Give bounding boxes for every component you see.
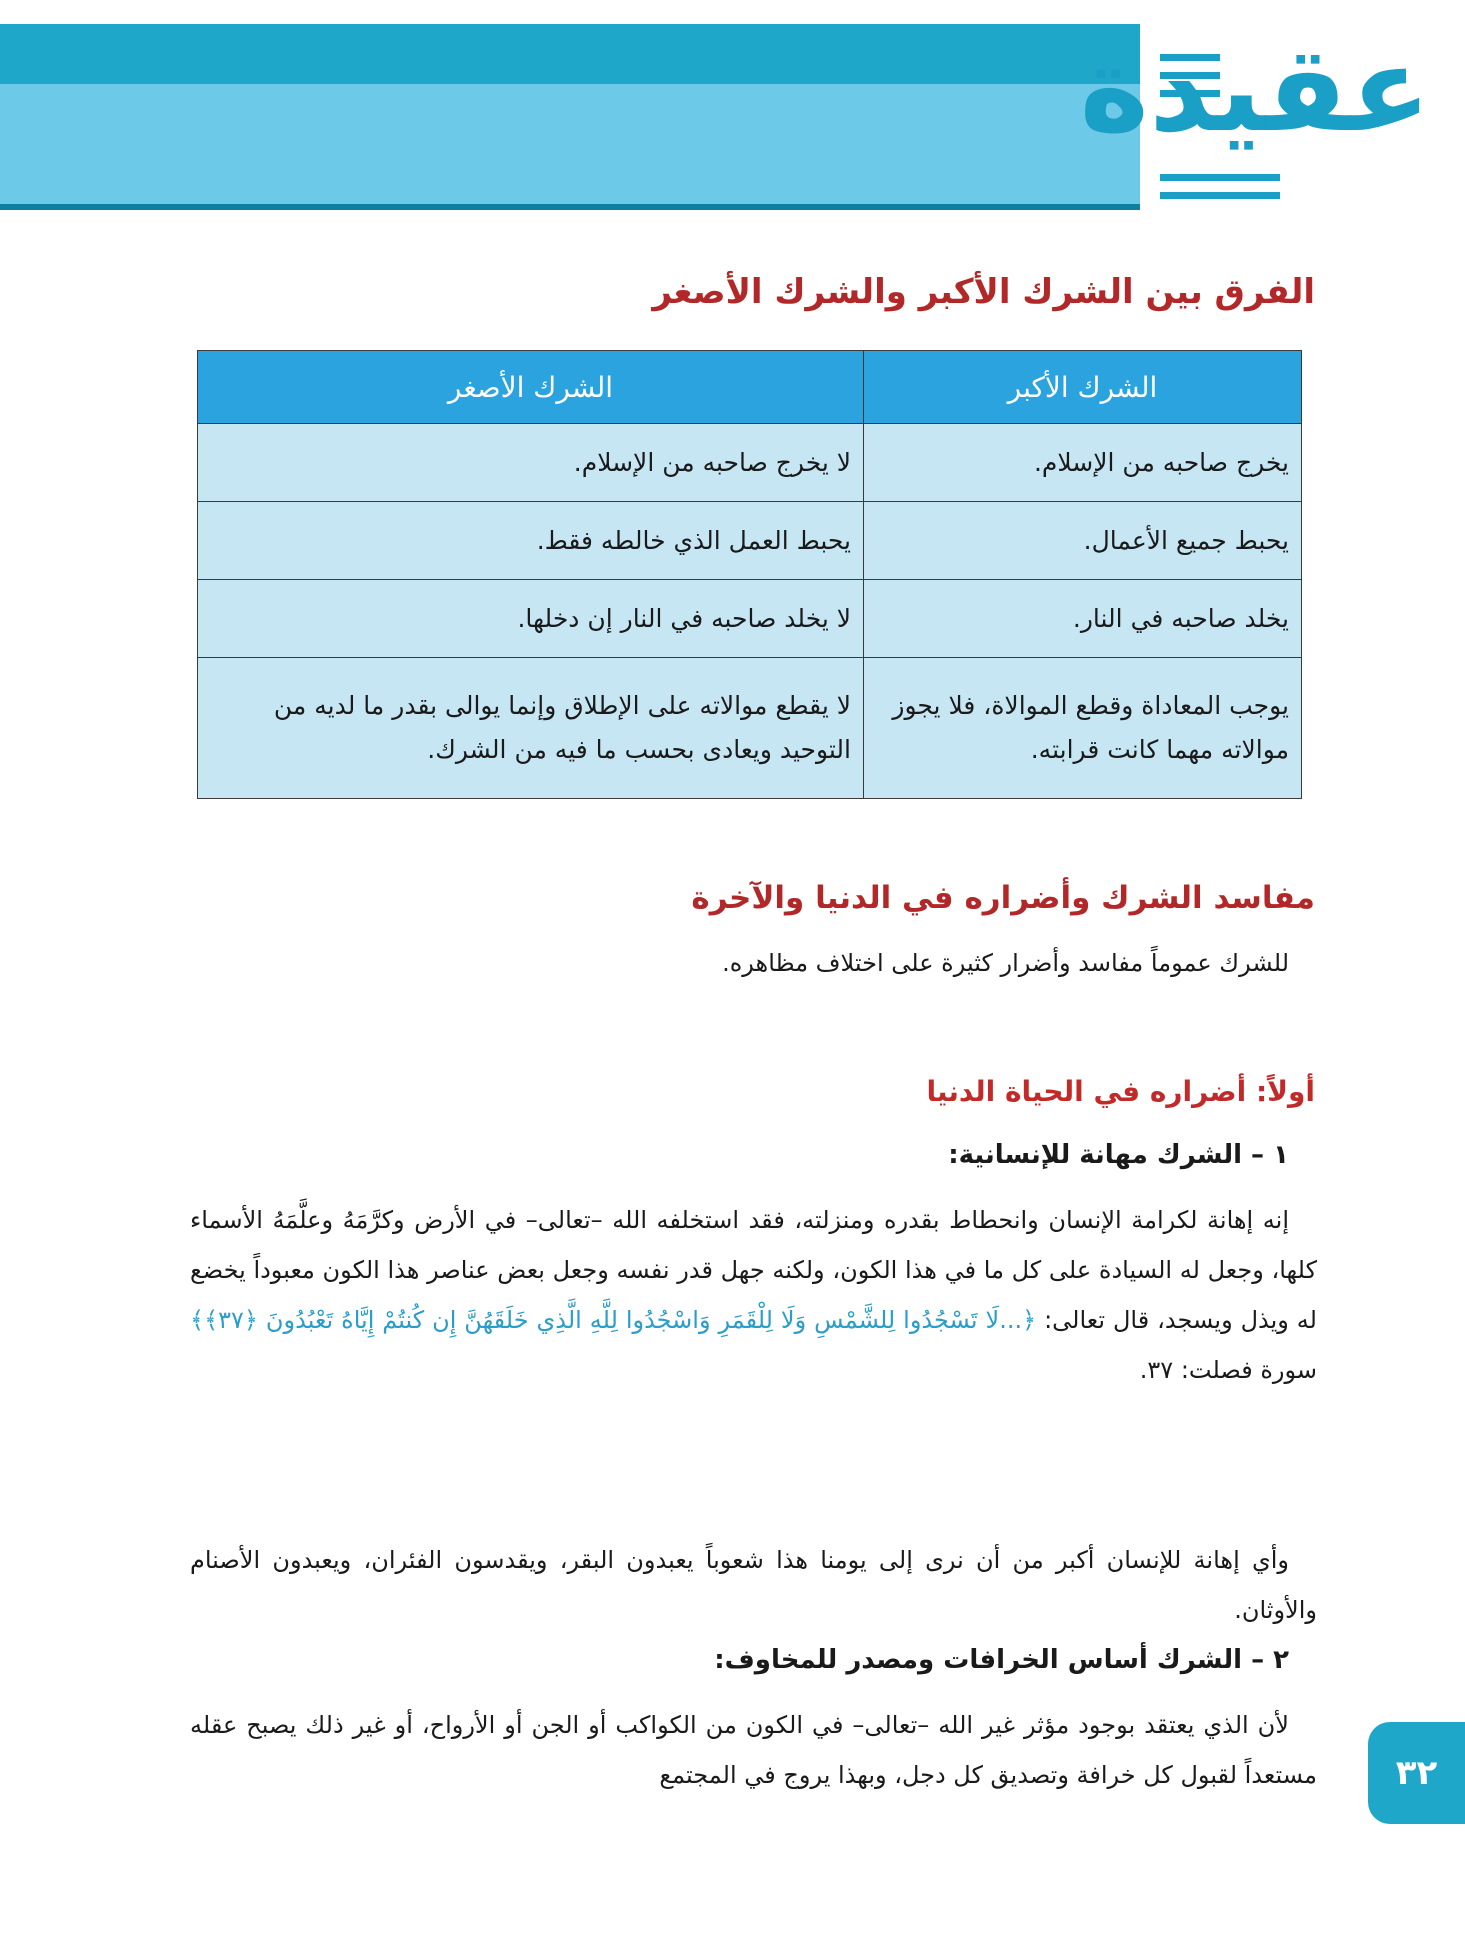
- point-1-text: إنه إهانة لكرامة الإنسان وانحطاط بقدره ومنزلته، فقد استخلفه الله –تعالى– في الأرض وكرَّمَهُ وعلَّمَهُ الأسماء كلها، وجعل له السيادة على كل ما في هذا الكون، ولكنه جهل قدر نفسه وجعل بعض عناصر هذا الكون معبوداً يخضع له ويذل ويسجد، قال تعالى:: [190, 1206, 1317, 1334]
- table-row: [198, 658, 1302, 799]
- table-cell: يخرج صاحبه من الإسلام.: [864, 424, 1302, 502]
- table-cell: يحبط العمل الذي خالطه فقط.: [198, 502, 864, 580]
- subsection-title-worldly-harms: أولاً: أضراره في الحياة الدنيا: [926, 1075, 1315, 1108]
- section-title-harms: مفاسد الشرك وأضراره في الدنيا والآخرة: [691, 880, 1315, 916]
- table-cell: يحبط جميع الأعمال.: [864, 502, 1302, 580]
- point-1-title: ١ – الشرك مهانة للإنسانية:: [948, 1140, 1289, 1170]
- table-cell: لا يخرج صاحبه من الإسلام.: [198, 424, 864, 502]
- comparison-table: [197, 350, 1302, 799]
- intro-paragraph: للشرك عموماً مفاسد وأضرار كثيرة على اختلاف مظاهره.: [722, 949, 1289, 977]
- page-number-tab: [1368, 1722, 1465, 1824]
- column-header-minor-shirk: الشرك الأصغر: [198, 351, 864, 424]
- page-number: ٣٢: [1395, 1753, 1438, 1793]
- table-row: [198, 580, 1302, 658]
- table-cell: لا يخلد صاحبه في النار إن دخلها.: [198, 580, 864, 658]
- table-cell: لا يقطع موالاته على الإطلاق وإنما يوالى بقدر ما لديه من التوحيد ويعادى بحسب ما فيه من الشرك.: [198, 658, 864, 799]
- point-1-paragraph: [190, 1195, 1317, 1395]
- verse-reference: سورة فصلت: ٣٧.: [1139, 1356, 1317, 1384]
- logo: [1079, 20, 1465, 210]
- logo-stripe: [1160, 174, 1280, 181]
- table-row: [198, 424, 1302, 502]
- column-header-major-shirk: الشرك الأكبر: [864, 351, 1302, 424]
- point-2-title: ٢ – الشرك أساس الخرافات ومصدر للمخاوف:: [714, 1645, 1289, 1675]
- logo-stripe: [1160, 192, 1280, 199]
- quran-verse: ﴿...لَا تَسْجُدُوا لِلشَّمْسِ وَلَا لِلْقَمَرِ وَاسْجُدُوا لِلَّهِ الَّذِي خَلَقَهُنَّ إِن كُنتُمْ إِيَّاهُ تَعْبُدُونَ ﴿٣٧﴾﴾: [190, 1306, 1037, 1334]
- section-title-difference: الفرق بين الشرك الأكبر والشرك الأصغر: [652, 272, 1315, 312]
- point-2-paragraph: لأن الذي يعتقد بوجود مؤثر غير الله –تعالى– في الكون من الكواكب أو الجن أو الأرواح، أو غير ذلك يصبح عقله مستعداً لقبول كل خرافة وتصديق كل دجل، وبهذا يروج في المجتمع: [190, 1711, 1317, 1789]
- logo-text: عقيدة: [1079, 20, 1431, 158]
- point-1-paragraph-2: وأي إهانة للإنسان أكبر من أن نرى إلى يومنا هذا شعوباً يعبدون البقر، ويقدسون الفئران، ويعبدون الأصنام والأوثان.: [190, 1546, 1317, 1624]
- table-cell: يوجب المعاداة وقطع الموالاة، فلا يجوز موالاته مهما كانت قرابته.: [864, 658, 1302, 799]
- table-cell: يخلد صاحبه في النار.: [864, 580, 1302, 658]
- table-header-row: [198, 351, 1302, 424]
- table-row: [198, 502, 1302, 580]
